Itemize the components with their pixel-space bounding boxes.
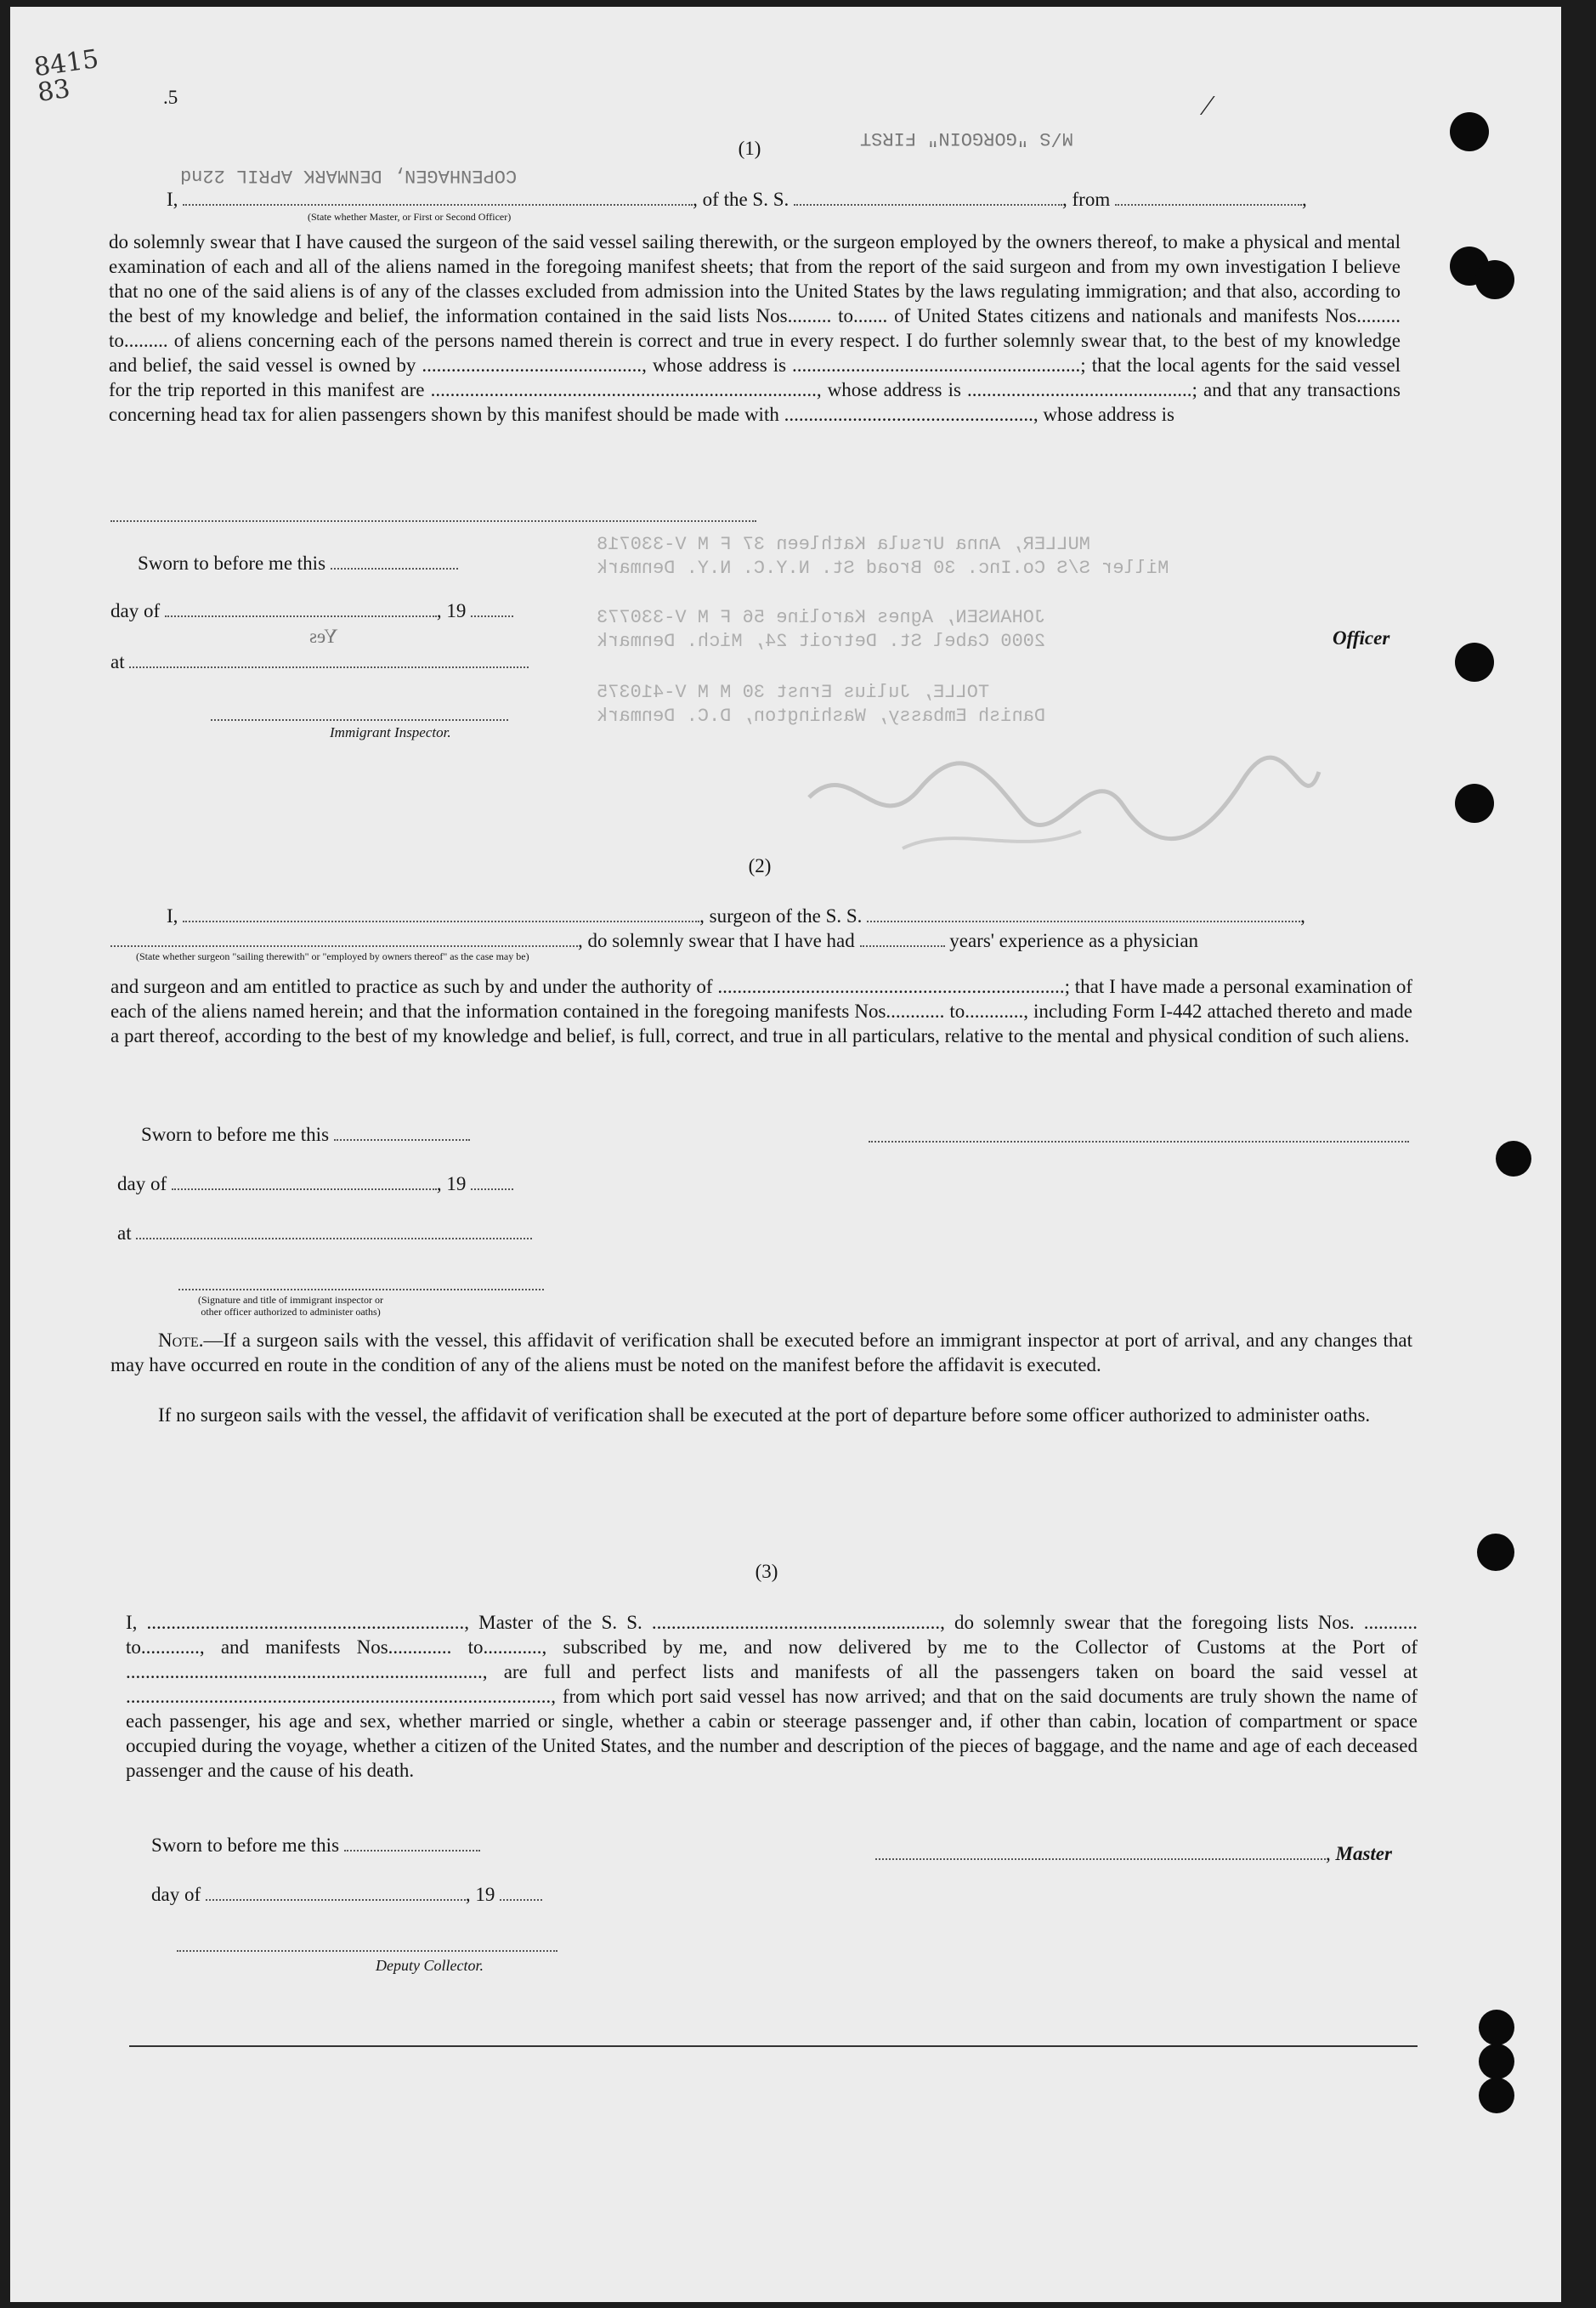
master-name-field <box>183 189 693 206</box>
stamped-header: COPENHAGEN, DENMARK APRIL 22nd <box>180 165 518 186</box>
manifest-page <box>10 7 1561 2302</box>
collector-signature-line <box>177 1950 557 1952</box>
section-2-number: (2) <box>748 855 772 876</box>
section-2-at: at <box>117 1221 532 1245</box>
stamped-record-3-line2: Danish Embassy, Washington, D.C. Denmark <box>597 706 1046 727</box>
section-1-day-of: day of , 19 <box>110 598 513 623</box>
binder-hole <box>1477 1534 1514 1571</box>
stamped-record-1-line2: Miller S/S Co.Inc. 30 Broad St. N.Y.C. N.Y. Denmark <box>597 558 1169 579</box>
section-1-ghost-yes: Yes <box>309 626 338 647</box>
section-1-inspector: Immigrant Inspector. <box>330 724 451 740</box>
section-1-officer: Officer <box>1333 627 1390 649</box>
section-3-master-line: , Master <box>875 1841 1392 1866</box>
stamped-record-3-line1: TOLLE, Julius Ernst 30 M M V-410375 <box>597 682 990 703</box>
binder-hole <box>1475 260 1514 299</box>
binder-hole <box>1496 1141 1531 1177</box>
surgeon-signature-line <box>869 1141 1409 1143</box>
binder-hole <box>1450 112 1489 151</box>
section-2-line2: , do solemnly swear that I have had years' experience as a physician <box>110 928 1198 953</box>
vessel-name-field <box>794 189 1062 206</box>
section-1-address-line <box>110 520 756 522</box>
section-3-collector: Deputy Collector. <box>376 1957 484 1974</box>
section-1-number: (1) <box>738 138 761 159</box>
binder-hole <box>1455 784 1494 823</box>
note-paragraph-1: Note.—If a surgeon sails with the vessel, this affidavit of verification shall be executed before an immigrant inspector at port of arrival, and any changes that may have occurred en route in the condition of any of the aliens must be noted on the manifest before the affidavit is executed. <box>110 1330 1412 1375</box>
section-1-body: do solemnly swear that I have caused the surgeon of the said vessel sailing therewith, or the surgeon employed by the owners thereof, to make a physical and mental examination of each and all of the aliens named in the foregoing manifest sheets; that from the report of the said surgeon and from my own investigation I believe that no one of the said aliens is of any of the classes excluded from admission into the United States by the laws regulating immigration; and that also, according to the best of my knowledge and belief, the information contained in the said lists Nos......... to....... of United States citizens and nationals and manifests Nos......... to......... of aliens concerning each of the persons named therein is correct and true in every respect. I do further solemnly swear that, to the best of my knowledge and belief, the said vessel is owned by ............................................., whose address is ...........................................................; that the local agents for the said vessel for the trip reported in this manifest are ..............................................................................., whose address is ..............................................; and that any transactions concerning head tax for alien passengers shown by this manifest should be made with ..................................................., whose address is <box>109 231 1401 425</box>
section-2-body: and surgeon and am entitled to practice as such by and under the authority of .......................................................................; that I have made a personal examination of each of the aliens named herein; and that the information contained in the foregoing manifests Nos............ to............, including Form I-442 attached thereto and made a part thereof, according to the best of my knowledge and belief, is full, correct, and true in all particulars, relative to the mental and physical condition of such aliens. <box>110 976 1412 1046</box>
check-mark: ⁄ <box>1205 90 1210 122</box>
stamped-record-2-line2: 2000 Cabel St. Detroit 24, Mich. Denmark <box>597 631 1046 652</box>
section-2-officer-line <box>178 1289 544 1290</box>
section-1-caption: (State whether Master, or First or Second Officer) <box>308 211 512 223</box>
section-1-at: at <box>110 649 529 674</box>
binder-hole <box>1479 2078 1514 2113</box>
binder-hole <box>1479 2010 1514 2045</box>
section-2-sworn: Sworn to before me this <box>141 1122 470 1147</box>
corner-mark: .5 <box>163 87 178 108</box>
section-2-sig-caption: (Signature and title of immigrant inspector or other officer authorized to administer oaths) <box>198 1294 383 1318</box>
section-1-line1: I, , of the S. S. , from , <box>167 189 1307 210</box>
margin-note: 8415 83 <box>31 44 101 109</box>
section-2-line1: I, , surgeon of the S. S. , <box>167 905 1305 927</box>
stamped-record-2-line1: JOHANSEN, Agnes Karoline 56 F M V-330773 <box>597 607 1046 628</box>
surgeon-vessel-field <box>867 905 1300 922</box>
section-3-day-of: day of , 19 <box>151 1882 542 1907</box>
years-field <box>860 930 945 947</box>
section-3-sworn: Sworn to before me this <box>151 1833 480 1857</box>
note-paragraph-2: If no surgeon sails with the vessel, the affidavit of verification shall be executed at the port of departure before some officer authorized to administer oaths. <box>158 1404 1371 1426</box>
inspector-signature-line <box>211 719 508 721</box>
faded-signature <box>801 721 1327 874</box>
binder-hole <box>1455 643 1494 682</box>
section-1-sworn: Sworn to before me this <box>138 551 458 576</box>
from-port-field <box>1115 189 1302 206</box>
surgeon-name-field <box>183 905 699 922</box>
section-2-day-of: day of , 19 <box>117 1171 513 1196</box>
binder-hole <box>1479 2044 1514 2079</box>
section-3-body: I, ................................................................., Master of the S. S. ..........................................................., do solemnly swear that the foregoing lists Nos. ........... to............, and manifests Nos............. to............, subscribed by me, and now delivered by me to the Collector of Customs at the Port of ........................................................................., are full and perfect lists and manifests of all the passengers taken on board the said vessel at ......................................................................................., from which port said vessel has now arrived; and that on the said documents are truly shown the name of each passenger, his age and sex, whether married or single, whether a cabin or steerage passenger and, if other than cabin, location of compartment or space occupied during the voyage, whether a citizen of the United States, and the number and description of the pieces of baggage, and the name and age of each deceased passenger and the cause of his death. <box>126 1612 1418 1781</box>
section-3-number: (3) <box>755 1561 778 1582</box>
stamped-vessel: M/S "GORGOIN" FIRST <box>860 128 1073 149</box>
stamped-record-1-line1: MULLER, Anna Ursula Kathleen 37 F M V-330718 <box>597 534 1090 555</box>
section-2-caption: (State whether surgeon "sailing therewith" or "employed by owners thereof" as the case may be) <box>136 950 529 962</box>
bottom-rule <box>129 2045 1418 2047</box>
